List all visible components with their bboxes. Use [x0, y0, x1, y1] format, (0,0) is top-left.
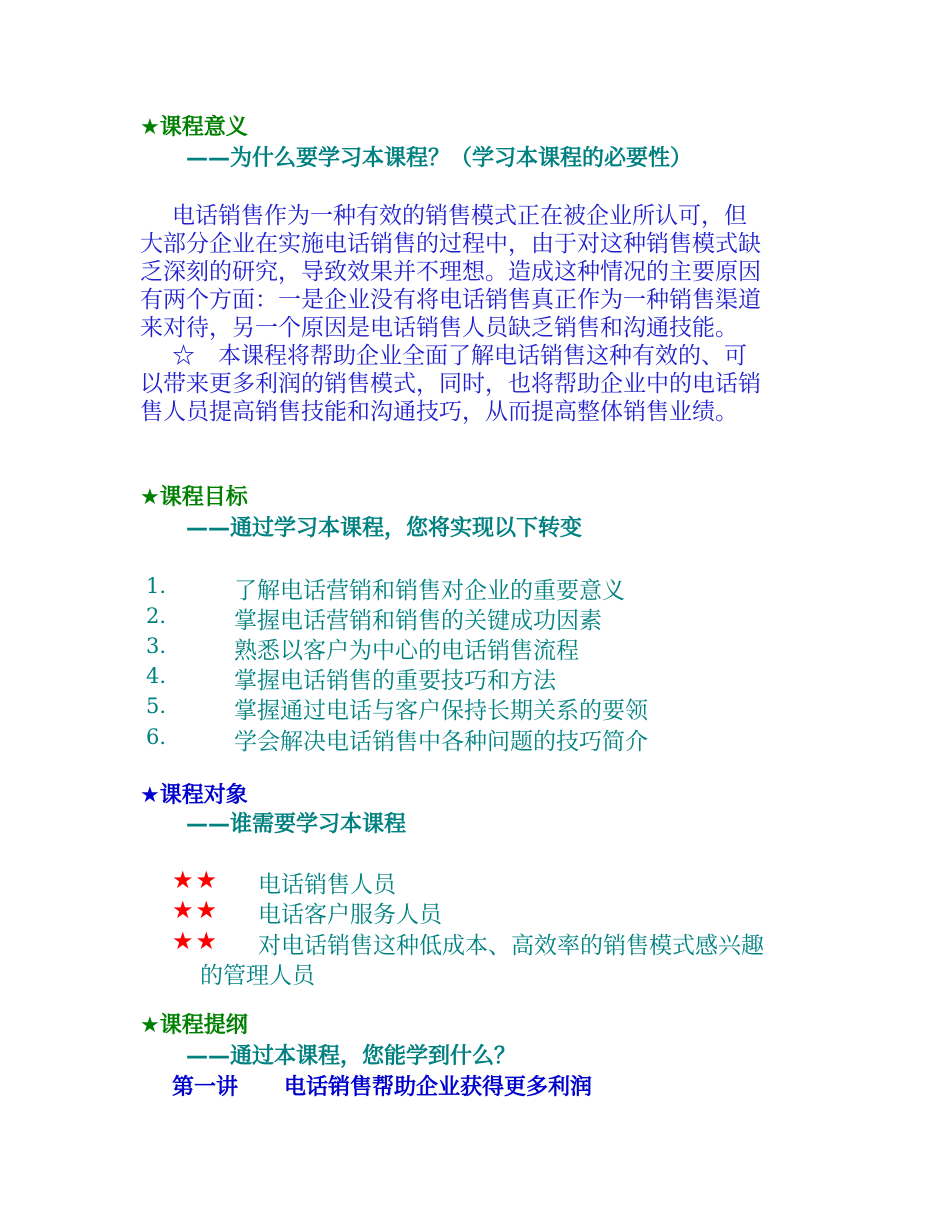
section-goals-subtitle: ——通过学习本课程，您将实现以下转变 [186, 516, 583, 541]
meaning-para1-line1: 电话销售作为一种有效的销售模式正在被企业所认可，但 [172, 203, 747, 229]
list-item-text: 掌握电话销售的重要技巧和方法 [234, 668, 556, 694]
list-item-continuation: 的管理人员 [200, 963, 315, 989]
meaning-para2-line2: 以带来更多利润的销售模式，同时，也将帮助企业中的电话销 [140, 371, 761, 397]
section-outline-title: ★课程提纲 [140, 1013, 248, 1038]
list-item-number: 3. [146, 634, 167, 658]
list-item-text: 掌握电话营销和销售的关键成功因素 [234, 608, 602, 634]
section-meaning-title: ★课程意义 [140, 115, 248, 140]
meaning-para1-line5: 来对待，另一个原因是电话销售人员缺乏销售和沟通技能。 [140, 315, 738, 341]
meaning-para2-line1: ☆ 本课程将帮助企业全面了解电话销售这种有效的、可 [172, 343, 747, 369]
lecture-title: 电话销售帮助企业获得更多利润 [284, 1075, 593, 1100]
section-outline-subtitle: ——通过本课程，您能学到什么？ [186, 1044, 517, 1069]
list-item-number: 2. [146, 604, 167, 628]
meaning-para1-line2: 大部分企业在实施电话销售的过程中，由于对这种销售模式缺 [140, 231, 761, 257]
list-item-text: 对电话销售这种低成本、高效率的销售模式感兴趣 [258, 933, 764, 959]
section-audience-subtitle: ——谁需要学习本课程 [186, 812, 407, 837]
meaning-para1-line4: 有两个方面：一是企业没有将电话销售真正作为一种销售渠道 [140, 287, 761, 313]
list-item-text: 熟悉以客户为中心的电话销售流程 [234, 638, 579, 664]
meaning-para1-line3: 乏深刻的研究，导致效果并不理想。造成这种情况的主要原因 [140, 259, 761, 285]
meaning-para2-line3: 售人员提高销售技能和沟通技巧，从而提高整体销售业绩。 [140, 399, 738, 425]
list-item-text: 学会解决电话销售中各种问题的技巧简介 [234, 729, 648, 755]
section-audience-title: ★课程对象 [140, 783, 248, 808]
section-goals-title: ★课程目标 [140, 485, 248, 510]
list-item-number: 5. [146, 694, 167, 718]
list-item-text: 电话销售人员 [258, 872, 396, 898]
double-star-icon: ★★ [172, 927, 220, 955]
list-item-number: 4. [146, 664, 167, 688]
list-item-text: 电话客户服务人员 [258, 902, 442, 928]
list-item-number: 1. [146, 574, 167, 598]
section-meaning-subtitle: ——为什么要学习本课程？（学习本课程的必要性） [186, 146, 693, 171]
lecture-label: 第一讲 [172, 1075, 239, 1100]
list-item-number: 6. [146, 725, 167, 749]
double-star-icon: ★★ [172, 866, 220, 894]
double-star-icon: ★★ [172, 896, 220, 924]
list-item-text: 了解电话营销和销售对企业的重要意义 [234, 578, 625, 604]
list-item-text: 掌握通过电话与客户保持长期关系的要领 [234, 698, 648, 724]
